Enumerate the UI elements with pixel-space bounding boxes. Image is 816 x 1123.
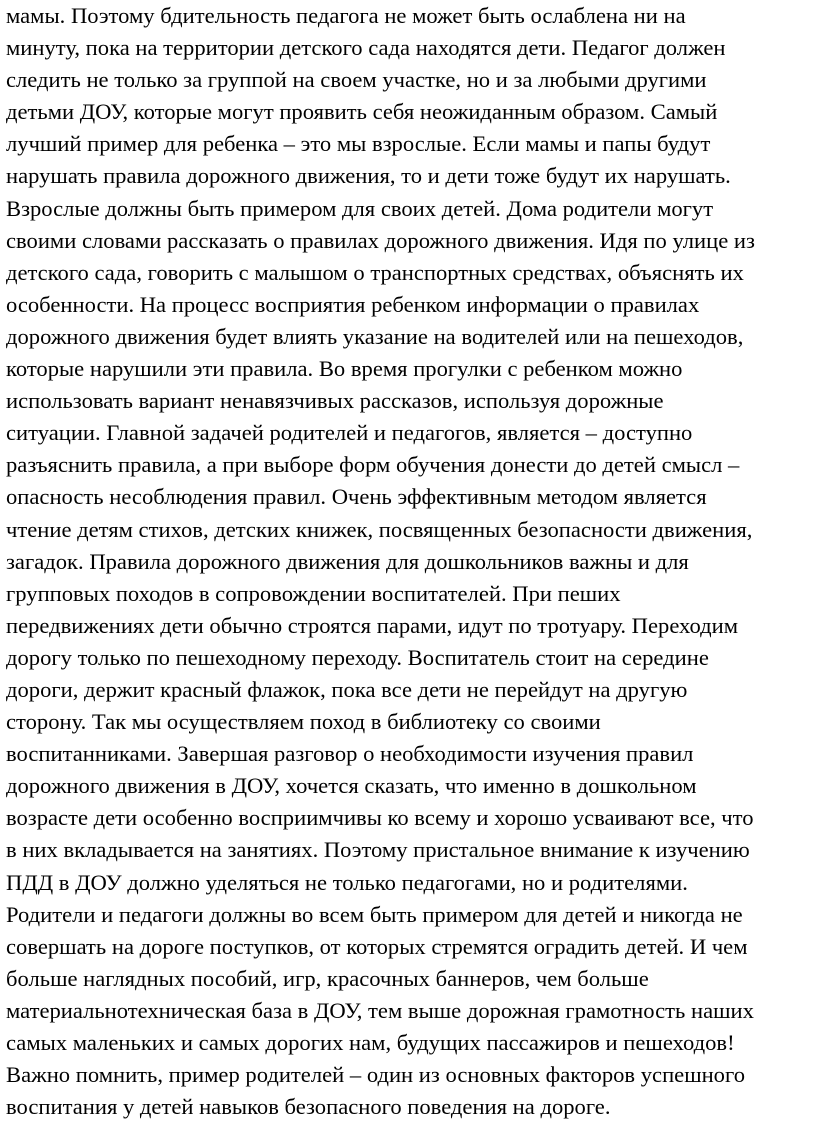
text-line-16: опасность несоблюдения правил. Очень эффективным методом является bbox=[6, 484, 707, 510]
text-line-12: которые нарушили эти правила. Во время прогулки с ребенком можно bbox=[6, 356, 683, 382]
text-line-3: следить не только за группой на своем участке, но и за любыми другими bbox=[6, 67, 707, 93]
text-line-20: передвижениях дети обычно строятся парами, идут по тротуару. Переходим bbox=[6, 612, 739, 638]
text-line-8: своими словами рассказать о правилах дорожного движения. Идя по улице из bbox=[6, 227, 755, 253]
text-line-10: особенности. На процесс восприятия ребенком информации о правилах bbox=[6, 291, 700, 317]
text-line-18: загадок. Правила дорожного движения для дошкольников важны и для bbox=[6, 548, 689, 574]
text-line-7: Взрослые должны быть примером для своих детей. Дома родители могут bbox=[6, 195, 714, 221]
text-line-33: самых маленьких и самых дорогих нам, будущих пассажиров и пешеходов! bbox=[6, 1030, 735, 1055]
text-line-34: Важно помнить, пример родителей – один из основных факторов успешного bbox=[6, 1062, 745, 1088]
text-line-27: в них вкладывается на занятиях. Поэтому пристальное внимание к изучению bbox=[6, 837, 750, 863]
text-line-28: ПДД в ДОУ должно уделяться не только педагогами, но и родителями. bbox=[6, 869, 688, 895]
text-line-29: Родители и педагоги должны во всем быть примером для детей и никогда не bbox=[6, 901, 743, 927]
text-line-4: детьми ДОУ, которые могут проявить себя неожиданным образом. Самый bbox=[6, 99, 718, 125]
text-line-35: воспитания у детей навыков безопасного поведения на дороге. bbox=[6, 1094, 611, 1120]
text-line-11: дорожного движения будет влиять указание на водителей или на пешеходов, bbox=[6, 323, 744, 349]
body-text bbox=[6, 0, 814, 1123]
text-line-22: дороги, держит красный флажок, пока все дети не перейдут на другую bbox=[6, 676, 688, 702]
text-line-13: использовать вариант ненавязчивых рассказов, используя дорожные bbox=[6, 388, 664, 414]
text-line-5: лучший пример для ребенка – это мы взрослые. Если мамы и папы будут bbox=[6, 131, 711, 157]
text-line-15: разъяснить правила, а при выборе форм обучения донести до детей смысл – bbox=[6, 452, 740, 478]
text-line-9: детского сада, говорить с малышом о транспортных средствах, объяснять их bbox=[6, 259, 744, 285]
text-line-26: возрасте дети особенно восприимчивы ко всему и хорошо усваивают все, что bbox=[6, 805, 754, 831]
text-line-14: ситуации. Главной задачей родителей и педагогов, является – доступно bbox=[6, 420, 693, 446]
text-line-24: воспитанниками. Завершая разговор о необходимости изучения правил bbox=[6, 741, 694, 767]
text-line-2: минуту, пока на территории детского сада находятся дети. Педагог должен bbox=[6, 35, 726, 61]
text-line-1: мамы. Поэтому бдительность педагога не может быть ослаблена ни на bbox=[6, 3, 686, 28]
text-line-30: совершать на дороге поступков, от которых стремятся оградить детей. И чем bbox=[6, 933, 748, 959]
text-line-23: сторону. Так мы осуществляем поход в библиотеку со своими bbox=[6, 709, 601, 735]
text-line-19: групповых походов в сопровождении воспитателей. При пеших bbox=[6, 580, 621, 606]
text-line-32: материальнотехническая база в ДОУ, тем выше дорожная грамотность наших bbox=[6, 997, 754, 1023]
text-line-17: чтение детям стихов, детских книжек, посвященных безопасности движения, bbox=[6, 516, 753, 542]
text-line-21: дорогу только по пешеходному переходу. Воспитатель стоит на середине bbox=[6, 644, 709, 670]
text-line-6: нарушать правила дорожного движения, то и дети тоже будут их нарушать. bbox=[6, 163, 731, 189]
text-line-31: больше наглядных пособий, игр, красочных баннеров, чем больше bbox=[6, 965, 649, 991]
text-line-25: дорожного движения в ДОУ, хочется сказать, что именно в дошкольном bbox=[6, 773, 697, 799]
